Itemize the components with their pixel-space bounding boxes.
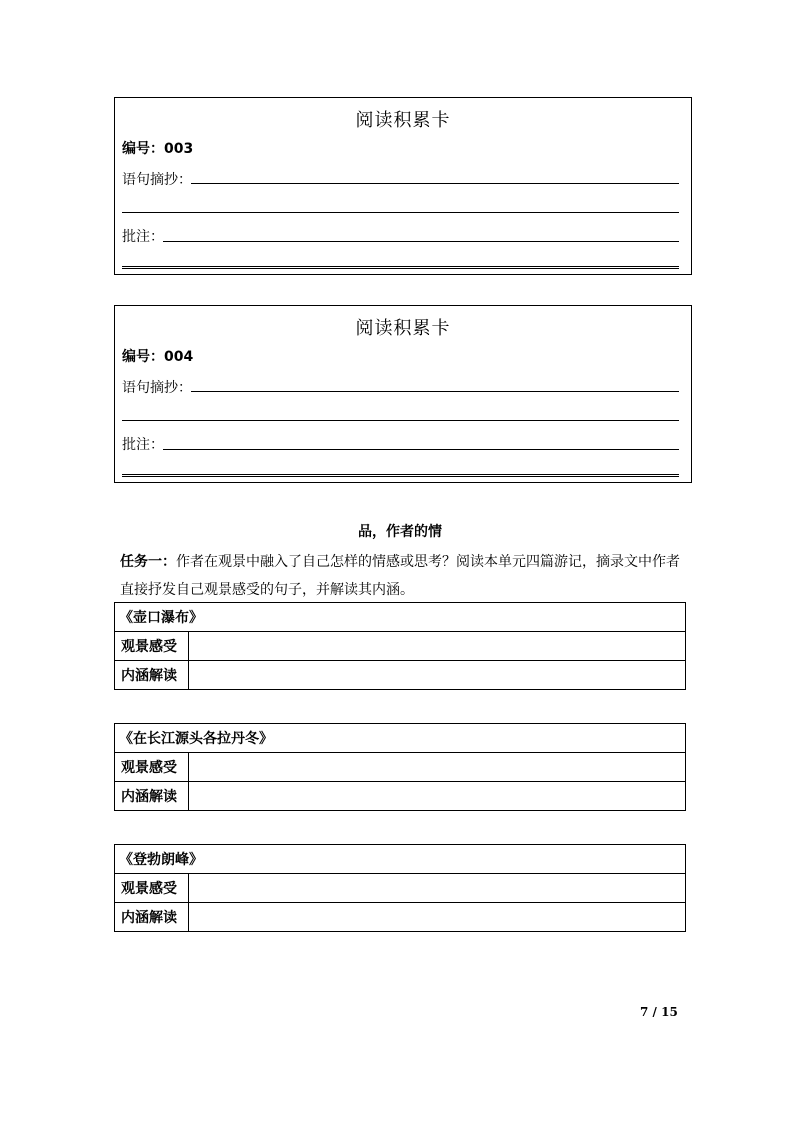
row-label-meaning: 内涵解读 xyxy=(115,661,189,690)
note-label: 批注： xyxy=(122,229,164,245)
feeling-answer-cell[interactable] xyxy=(189,874,686,903)
note-line-1[interactable] xyxy=(163,449,679,450)
meaning-answer-cell[interactable] xyxy=(189,903,686,932)
card-number: 编号：003 xyxy=(122,141,194,157)
note-line-2[interactable] xyxy=(122,266,679,269)
feeling-answer-cell[interactable] xyxy=(189,753,686,782)
essay-title: 《在长江源头各拉丹冬》 xyxy=(115,724,686,753)
row-label-meaning: 内涵解读 xyxy=(115,782,189,811)
essay-table-1 xyxy=(114,602,686,690)
meaning-answer-cell[interactable] xyxy=(189,782,686,811)
note-line-2[interactable] xyxy=(122,474,679,477)
essay-table-3 xyxy=(114,844,686,932)
note-label: 批注： xyxy=(122,437,164,453)
section-heading: 品，作者的情 xyxy=(358,524,442,540)
row-label-feeling: 观景感受 xyxy=(115,874,189,903)
excerpt-line-2[interactable] xyxy=(122,420,679,421)
task-paragraph xyxy=(120,548,692,604)
essay-title: 《壶口瀑布》 xyxy=(115,603,686,632)
excerpt-line-2[interactable] xyxy=(122,212,679,213)
row-label-feeling: 观景感受 xyxy=(115,632,189,661)
essay-title: 《登勃朗峰》 xyxy=(115,845,686,874)
note-line-1[interactable] xyxy=(163,241,679,242)
excerpt-line-1[interactable] xyxy=(191,391,679,392)
meaning-answer-cell[interactable] xyxy=(189,661,686,690)
reading-card-003 xyxy=(114,97,692,275)
task-label: 任务一： xyxy=(120,554,176,570)
row-label-feeling: 观景感受 xyxy=(115,753,189,782)
reading-card-004 xyxy=(114,305,692,483)
excerpt-label: 语句摘抄： xyxy=(122,380,192,396)
card-title: 阅读积累卡 xyxy=(355,318,451,339)
essay-table-2 xyxy=(114,723,686,811)
card-title: 阅读积累卡 xyxy=(355,110,451,131)
excerpt-line-1[interactable] xyxy=(191,183,679,184)
feeling-answer-cell[interactable] xyxy=(189,632,686,661)
page-number: 7 / 15 xyxy=(640,1005,678,1019)
row-label-meaning: 内涵解读 xyxy=(115,903,189,932)
task-text: 作者在观景中融入了自己怎样的情感或思考？阅读本单元四篇游记，摘录文中作者直接抒发自己观景感受的句子，并解读其内涵。 xyxy=(120,554,680,598)
excerpt-label: 语句摘抄： xyxy=(122,172,192,188)
card-number: 编号：004 xyxy=(122,349,194,365)
